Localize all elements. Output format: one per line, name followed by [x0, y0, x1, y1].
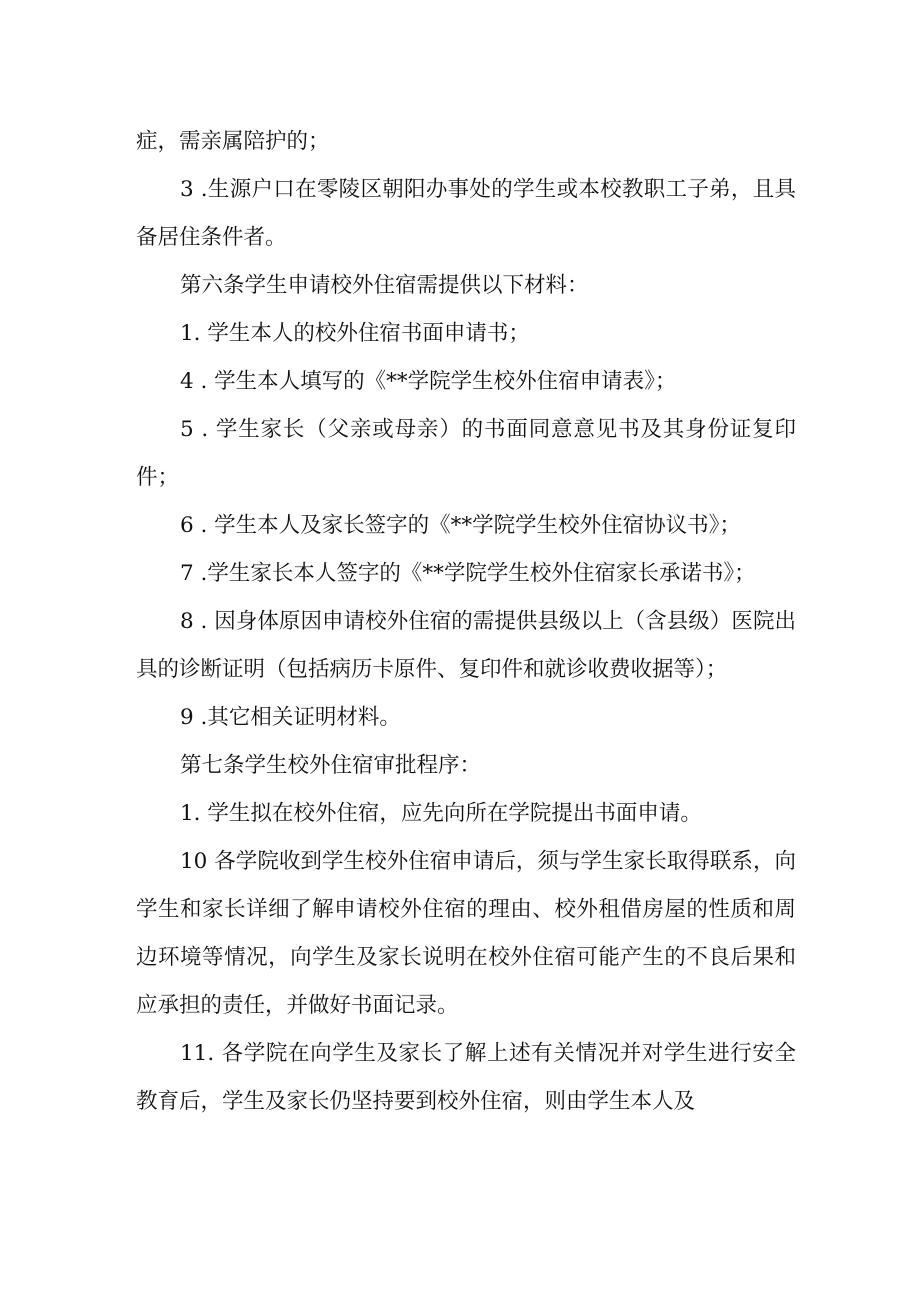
- paragraph-item-5-parent-consent: 5 . 学生家长（父亲或母亲）的书面同意意见书及其身份证复印件；: [136, 417, 796, 490]
- paragraph-item-7-parent-pledge: 7 .学生家长本人签字的《**学院学生校外住宿家长承诺书》；: [180, 561, 756, 586]
- article-7-heading: 第七条学生校外住宿审批程序：: [180, 753, 482, 778]
- paragraph-step-11: 11. 各学院在向学生及家长了解上述有关情况并对学生进行安全教育后，学生及家长仍坚持要到校外住宿，则由学生本人及: [136, 1041, 796, 1114]
- paragraph-item-9-other: 9 .其它相关证明材料。: [180, 705, 401, 730]
- article-6-heading: 第六条学生申请校外住宿需提供以下材料：: [180, 273, 589, 298]
- paragraph-item-4-form: 4 . 学生本人填写的《**学院学生校外住宿申请表》；: [180, 369, 677, 394]
- paragraph-continuation: 症，需亲属陪护的；: [136, 129, 330, 154]
- document-body: [136, 118, 796, 1126]
- paragraph-item-3-residence: 3 .生源户口在零陵区朝阳办事处的学生或本校教职工子弟，且具备居住条件者。: [136, 177, 796, 250]
- paragraph-step-10: 10 各学院收到学生校外住宿申请后，须与学生家长取得联系，向学生和家长详细了解申请校外住宿的理由、校外租借房屋的性质和周边环境等情况，向学生及家长说明在校外住宿可能产生的不良后果和应承担的责任，并做好书面记录。: [136, 849, 796, 1018]
- paragraph-item-6-agreement: 6 . 学生本人及家长签字的《**学院学生校外住宿协议书》；: [180, 513, 741, 538]
- paragraph-step-1: 1. 学生拟在校外住宿，应先向所在学院提出书面申请。: [180, 801, 702, 826]
- paragraph-item-1-application: 1. 学生本人的校外住宿书面申请书；: [180, 321, 530, 346]
- paragraph-item-8-medical: 8 . 因身体原因申请校外住宿的需提供县级以上（含县级）医院出具的诊断证明（包括病历卡原件、复印件和就诊收费收据等）；: [136, 609, 796, 682]
